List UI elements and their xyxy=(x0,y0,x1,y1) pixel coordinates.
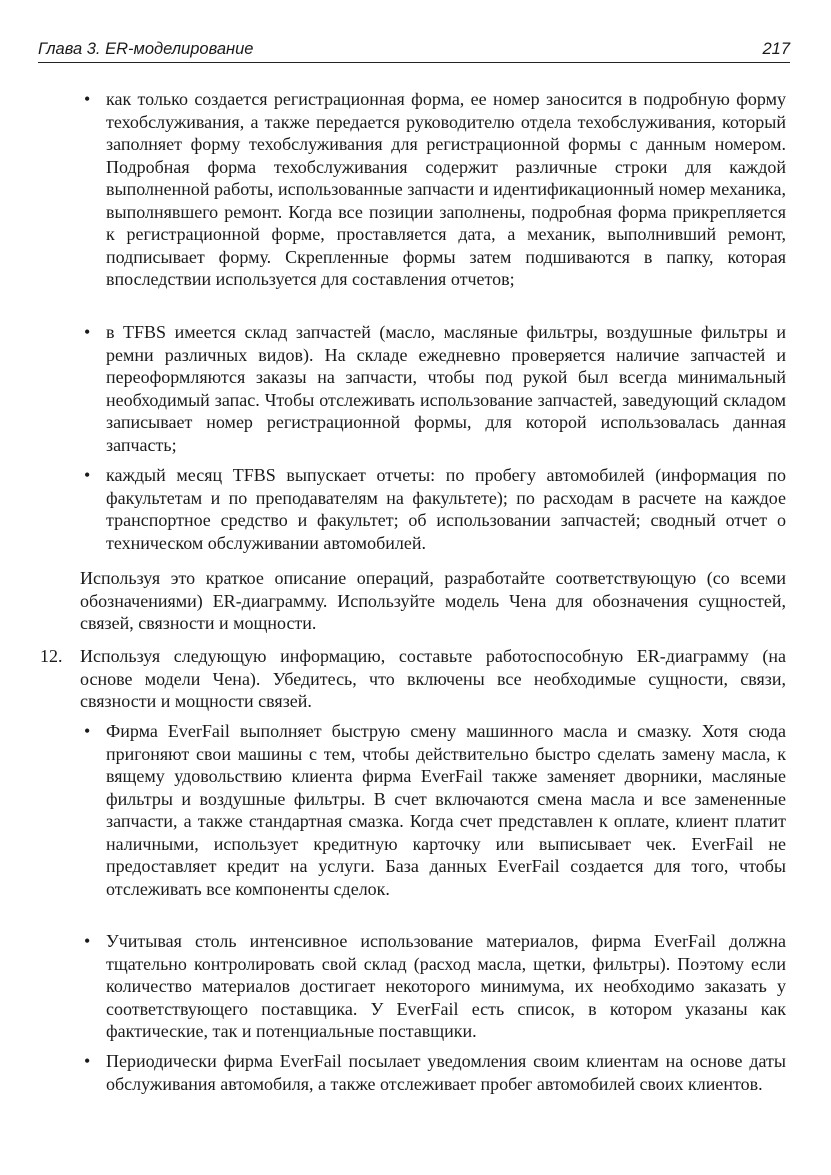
item-12-text: Используя следующую информацию, составьте работоспособную ER-диаграмму (на основе модели Чена). Убедитесь, что включены все необходимые сущности, связи, связности и мощности связей. xyxy=(80,646,786,711)
bullet-icon: • xyxy=(84,721,91,741)
bullet-icon: • xyxy=(84,931,91,951)
bullet-text-2: в TFBS имеется склад запчастей (масло, масляные фильтры, воздушные фильтры и ремни различных видов). На складе ежедневно проверяется наличие запчастей и переоформляются заказы на запчасти, чтобы под рукой был всегда минимальный необходимый запас. Чтобы отслеживать использование запчастей, заведующий складом записывает номер регистрационной формы, для которой использовалась данная запчасть; xyxy=(106,322,786,455)
item-number: 12. xyxy=(40,646,63,666)
bullet-icon: • xyxy=(84,89,91,109)
bullet-icon: • xyxy=(84,465,91,485)
chapter-title: Глава 3. ER-моделирование xyxy=(38,40,254,58)
bullet-text-3: каждый месяц TFBS выпускает отчеты: по пробегу автомобилей (информация по факультетам и по преподавателям на факультете); по расходам в расчете на каждое транспортное средство и факультет; об использовании запчастей; сводный отчет о техническом обслуживании автомобилей. xyxy=(106,465,786,553)
summary-paragraph: Используя это краткое описание операций, разработайте соответствующую (со всеми обозначениями) ER-диаграмму. Используйте модель Чена для обозначения сущностей, связей, связности и мощности. xyxy=(80,568,786,633)
bullet-text-5: Учитывая столь интенсивное использование материалов, фирма EverFail должна тщательно контролировать свой склад (расход масла, щетки, фильтры). Поэтому если количество материалов достигает некоторого минимума, их необходимо заказать у соответствующего поставщика. У EverFail есть список, в котором указаны как фактические, так и потенциальные поставщики. xyxy=(106,931,786,1041)
page-number: 217 xyxy=(762,40,790,58)
bullet-text-4: Фирма EverFail выполняет быструю смену машинного масла и смазку. Хотя сюда пригоняют свои машины с тем, чтобы действительно быстро сделать замену масла, к вящему удовольствию клиента фирма EverFail также заменяет дворники, масляные фильтры и воздушные фильтры. В счет включаются смена масла и все замененные запчасти, а также стандартная смазка. Когда счет представлен к оплате, клиент платит наличными, использует кредитную карточку или выписывает чек. EverFail не предоставляет кредит на услуги. База данных EverFail создается для того, чтобы отслеживать все компоненты сделок. xyxy=(106,721,786,899)
bullet-icon: • xyxy=(84,322,91,342)
bullet-text-1: как только создается регистрационная форма, ее номер заносится в подробную форму техобслуживания, а также передается руководителю отдела техобслуживания, который заполняет форму техобслуживания для регистрационной формы с данным номером. Подробная форма техобслуживания содержит различные строки для каждой выполненной работы, использованные запчасти и идентификационный номер механика, выполнявшего ремонт. Когда все позиции заполнены, подробная форма прикрепляется к регистрационной форме, проставляется дата, а механик, выполнивший ремонт, подписывает форму. Скрепленные формы затем подшиваются в папку, которая впоследствии используется для составления отчетов; xyxy=(106,89,786,289)
bullet-text-6: Периодически фирма EverFail посылает уведомления своим клиентам на основе даты обслуживания автомобиля, а также отслеживает пробег автомобилей своих клиентов. xyxy=(106,1051,786,1094)
bullet-icon: • xyxy=(84,1051,91,1071)
page-header xyxy=(38,38,790,63)
